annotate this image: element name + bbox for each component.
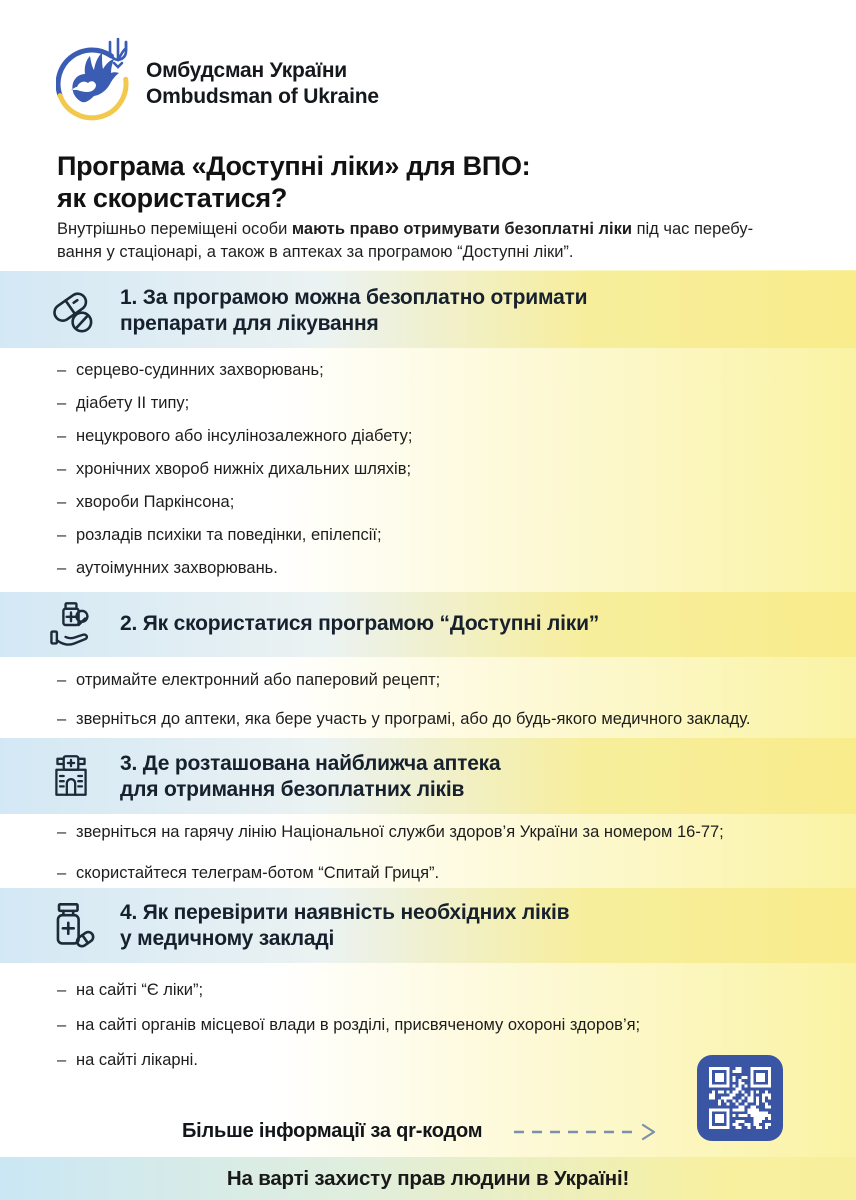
qr-code-pattern — [709, 1067, 771, 1129]
list-item: – хвороби Паркінсона; — [57, 492, 837, 512]
section-title-3-line2: для отримання безоплатних ліків — [120, 778, 465, 802]
hand-holding-medicine-icon — [46, 600, 96, 650]
page-title-line1: Програма «Доступні ліки» для ВПО: — [57, 151, 531, 181]
hand-dove-icon — [71, 53, 119, 102]
page-title — [57, 150, 530, 215]
pills-icon — [46, 285, 96, 335]
list-item: – на сайті “Є ліки”; — [57, 980, 837, 1000]
section-title-1-line1: 1. За програмою можна безоплатно отримати — [120, 286, 588, 309]
list-item: – нецукрового або інсулінозалежного діабету; — [57, 426, 837, 446]
section-title-3-line1: 3. Де розташована найближча аптека — [120, 752, 501, 775]
list-item: – аутоімунних захворювань. — [57, 558, 837, 578]
logo-title-uk: Омбудсман України — [146, 59, 348, 82]
logo-title-en: Ombudsman of Ukraine — [146, 85, 379, 109]
section-title-2-line1: 2. Як скористатися програмою “Доступні ліки” — [120, 612, 600, 635]
list-item: – отримайте електронний або паперовий рецепт; — [57, 670, 837, 690]
page-title-line2: як скористатися? — [57, 183, 288, 214]
section-title-3 — [120, 751, 500, 804]
section-1-list — [57, 360, 837, 591]
intro-normal: Внутрішньо переміщені особи — [57, 220, 292, 238]
dashed-arrow-icon — [512, 1123, 660, 1141]
section-title-4-line2: у медичному закладі — [120, 927, 335, 951]
list-item: – розладів психіки та поведінки, епілепсії; — [57, 525, 837, 545]
list-item: – скористайтеся телеграм-ботом “Спитай Гриця”. — [57, 863, 837, 883]
section-band-3 — [0, 738, 856, 814]
section-title-4-line1: 4. Як перевірити наявність необхідних ліків — [120, 901, 570, 924]
section-title-2 — [120, 611, 599, 637]
qr-caption: Більше інформації за qr-кодом — [182, 1120, 483, 1142]
intro-bold: мають право отримувати безоплатні ліки — [291, 220, 632, 238]
list-item: – на сайті лікарні. — [57, 1050, 837, 1070]
list-item: – зверніться до аптеки, яка бере участь у програмі, або до будь-якого медичного закладу. — [57, 709, 837, 729]
intro-tail: під час перебу- — [631, 220, 754, 238]
section-title-1-line2: препарати для лікування — [120, 312, 379, 336]
logo-circle-yellow-arc — [60, 79, 126, 118]
list-item: – діабету ІІ типу; — [57, 393, 837, 413]
intro-text — [57, 218, 807, 265]
section-band-2 — [0, 592, 856, 657]
section-2-list — [57, 670, 837, 748]
list-item: – серцево-судинних захворювань; — [57, 360, 837, 380]
bottom-banner — [0, 1157, 856, 1200]
logo-text — [146, 58, 379, 111]
qr-code — [697, 1055, 783, 1141]
intro-line2: вання у стаціонарі, а також в аптеках за програмою “Доступні ліки”. — [57, 243, 574, 262]
section-title-1 — [120, 285, 587, 338]
section-band-4 — [0, 888, 856, 963]
bottom-banner-text: На варті захисту прав людини в Україні! — [226, 1166, 630, 1190]
medicine-bottle-icon — [46, 900, 96, 950]
ombudsman-logo-icon — [56, 36, 140, 124]
list-item: – на сайті органів місцевої влади в розділі, присвяченому охороні здоров’я; — [57, 1015, 837, 1035]
pharmacy-building-icon — [46, 751, 96, 801]
list-item: – зверніться на гарячу лінію Національної служби здоров’я України за номером 16-77; — [57, 822, 837, 842]
list-item: – хронічних хвороб нижніх дихальних шляхів; — [57, 459, 837, 479]
section-title-4 — [120, 900, 569, 953]
section-band-1 — [0, 271, 856, 348]
